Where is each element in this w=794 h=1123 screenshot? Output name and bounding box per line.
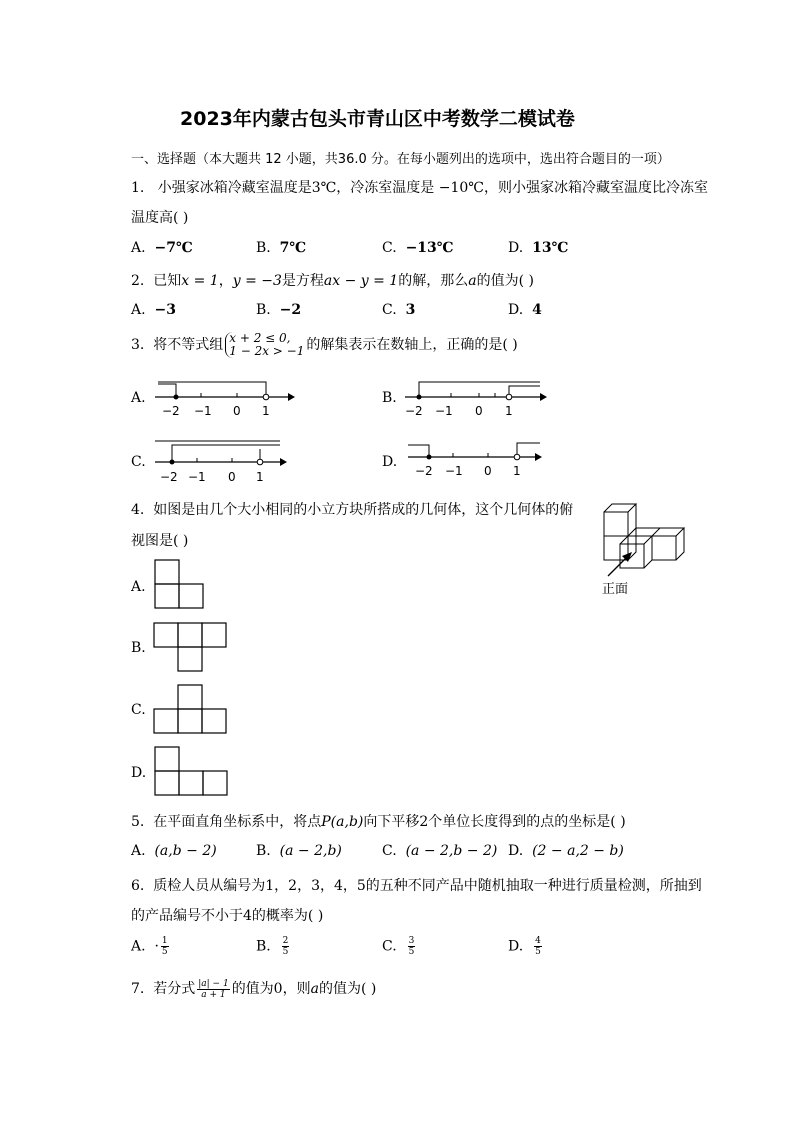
- q4-option-b-label[interactable]: B.: [131, 640, 146, 656]
- option-text: −2: [279, 302, 302, 318]
- option-text: 4: [532, 302, 542, 318]
- q6-option-a[interactable]: [131, 936, 171, 957]
- math-y: y = −3: [232, 273, 282, 289]
- q2-option-c[interactable]: [382, 302, 415, 318]
- tick-label: 1: [262, 404, 270, 418]
- tick-label: −2: [415, 464, 433, 478]
- question-number: 4.: [131, 502, 145, 518]
- option-label: A.: [131, 240, 146, 256]
- inequality-1: x + 2 ≤ 0,: [229, 331, 291, 345]
- question-text: 质检人员从编号为1，2，3，4，5的五种不同产品中随机抽取一种进行质量检测，所抽到: [153, 878, 702, 894]
- option-label: B.: [256, 938, 271, 955]
- q3-option-c-numberline[interactable]: [150, 436, 295, 486]
- fraction: $\frac{2}{5}$: [282, 936, 289, 957]
- q5-option-c[interactable]: [382, 843, 497, 859]
- option-label: B.: [256, 302, 271, 318]
- q3-option-b-label[interactable]: B.: [382, 390, 397, 406]
- question-text: 在平面直角坐标系中，将点: [153, 814, 322, 830]
- option-text: (a − 2,b): [279, 843, 342, 859]
- question-text: 的值为( ): [318, 981, 377, 997]
- question-text: 已知: [153, 273, 182, 289]
- tick-label: −1: [194, 404, 212, 418]
- option-label: C.: [382, 240, 397, 256]
- inequality-2: 1 − 2x > −1: [229, 344, 305, 358]
- tick-label: 1: [256, 470, 264, 484]
- question-text: 的值为0，则: [231, 981, 311, 997]
- option-label: C.: [382, 843, 397, 859]
- q3-option-d-label[interactable]: D.: [382, 454, 398, 470]
- option-label: B.: [256, 240, 271, 256]
- question-5: [131, 811, 626, 831]
- q3-option-d-numberline[interactable]: [405, 436, 550, 486]
- question-4: [131, 499, 573, 519]
- option-text: 7℃: [279, 240, 307, 256]
- question-text: 将不等式组: [153, 337, 224, 353]
- q3-option-c-label[interactable]: C.: [131, 454, 146, 470]
- option-label: A.: [131, 302, 146, 318]
- question-number: 7.: [131, 981, 145, 997]
- tick-label: −2: [160, 470, 178, 484]
- math-var: a: [310, 981, 319, 997]
- q3-option-a-label[interactable]: A.: [131, 390, 146, 406]
- q1-option-d[interactable]: [508, 240, 568, 256]
- option-label: A.: [131, 938, 146, 955]
- q4-option-c-label[interactable]: C.: [131, 702, 146, 718]
- option-text: −7℃: [154, 240, 193, 256]
- option-text: −3: [154, 302, 176, 318]
- fraction: $\frac{3}{5}$: [408, 936, 415, 957]
- question-number: 2.: [131, 273, 145, 289]
- tick-label: −2: [405, 404, 423, 418]
- math-var: a: [468, 273, 477, 289]
- question-1-line2: 温度高( ): [131, 210, 189, 226]
- q5-option-b[interactable]: [256, 843, 342, 859]
- question-text: 的值为( ): [476, 273, 534, 289]
- q1-option-b[interactable]: [256, 240, 306, 256]
- section-heading: 一、选择题（本大题共 12 小题，共36.0 分。在每小题列出的选项中，选出符合题目的一项）: [131, 152, 670, 167]
- option-text: (2 − a,2 − b): [532, 843, 624, 859]
- option-label: D.: [508, 843, 524, 859]
- question-text: 向下平移2个单位长度得到的点的坐标是( ): [363, 814, 626, 830]
- question-text: 若分式: [153, 981, 196, 997]
- tick-label: −1: [445, 464, 463, 478]
- option-dot: ·: [154, 938, 159, 955]
- tick-label: −1: [188, 470, 206, 484]
- q1-option-c[interactable]: [382, 240, 454, 256]
- separator: ，: [218, 273, 233, 289]
- tick-label: 1: [505, 404, 513, 418]
- cube-figure: [598, 498, 698, 578]
- question-number: 6.: [131, 878, 145, 894]
- front-label: 正面: [602, 582, 629, 597]
- page-title: 2023年内蒙古包头市青山区中考数学二模试卷: [180, 108, 575, 130]
- question-text: 的解集表示在数轴上，正确的是( ): [306, 337, 518, 353]
- question-text: 是方程: [281, 273, 324, 289]
- q4-option-d-label[interactable]: D.: [131, 765, 147, 781]
- q6-option-d[interactable]: [508, 936, 544, 957]
- question-6-line2: 的产品编号不小于4的概率为( ): [131, 908, 324, 924]
- q1-option-a[interactable]: [131, 240, 193, 256]
- math-equation: ax − y = 1: [323, 273, 399, 289]
- option-label: C.: [382, 938, 397, 955]
- q2-option-a[interactable]: [131, 302, 176, 318]
- tick-label: 0: [233, 404, 241, 418]
- q4-option-d-figure[interactable]: [154, 746, 230, 798]
- q2-option-d[interactable]: [508, 302, 542, 318]
- question-2: [131, 270, 534, 290]
- question-3: [131, 332, 518, 358]
- question-number: 1.: [131, 180, 145, 196]
- q3-option-a-numberline[interactable]: [150, 375, 295, 420]
- option-text: (a,b − 2): [154, 843, 217, 859]
- q6-option-b[interactable]: [256, 936, 291, 957]
- question-6: [131, 875, 702, 895]
- option-label: A.: [131, 843, 146, 859]
- tick-label: 1: [513, 464, 521, 478]
- option-text: 3: [405, 302, 416, 318]
- fraction: $\frac{1}{5}$: [161, 936, 168, 957]
- q5-option-a[interactable]: [131, 843, 217, 859]
- inequality-system: [225, 332, 304, 358]
- question-text: 小强家冰箱冷藏室温度是3℃，冷冻室温度是 −10℃，则小强家冰箱冷藏室温度比冷冻室: [157, 180, 708, 196]
- option-label: D.: [508, 240, 524, 256]
- tick-label: −2: [162, 404, 180, 418]
- q4-option-a-label[interactable]: A.: [131, 579, 146, 595]
- tick-label: 0: [228, 470, 236, 484]
- option-label: D.: [508, 302, 524, 318]
- tick-label: −1: [435, 404, 453, 418]
- fraction: $\frac{4}{5}$: [535, 936, 541, 957]
- option-text: −13℃: [405, 240, 454, 256]
- option-label: D.: [508, 938, 524, 955]
- tick-label: 0: [484, 464, 492, 478]
- q2-option-b[interactable]: [256, 302, 301, 318]
- math-x: x = 1: [181, 273, 219, 289]
- question-text: 的解，那么: [398, 273, 469, 289]
- question-number: 5.: [131, 814, 145, 830]
- question-1: [131, 177, 708, 197]
- q4-option-b-figure[interactable]: [153, 622, 228, 672]
- question-4-line2: 视图是( ): [131, 533, 189, 549]
- q6-option-c[interactable]: [382, 936, 417, 957]
- q5-option-d[interactable]: [508, 843, 624, 859]
- q4-option-a-figure[interactable]: [154, 559, 206, 611]
- question-7: [131, 978, 376, 1000]
- question-number: 3.: [131, 337, 145, 353]
- math-point: P(a,b): [321, 814, 364, 830]
- option-label: C.: [382, 302, 397, 318]
- question-text: 如图是由几个大小相同的小立方块所搭成的几何体，这个几何体的俯: [153, 502, 574, 518]
- option-text: (a − 2,b − 2): [405, 843, 498, 859]
- fraction: $\frac{|a| - 1}{a + 1}$: [198, 978, 229, 1000]
- tick-label: 0: [475, 404, 483, 418]
- q3-option-b-numberline[interactable]: [400, 375, 550, 420]
- q4-option-c-figure[interactable]: [153, 684, 228, 736]
- option-text: 13℃: [532, 240, 569, 256]
- option-label: B.: [256, 843, 271, 859]
